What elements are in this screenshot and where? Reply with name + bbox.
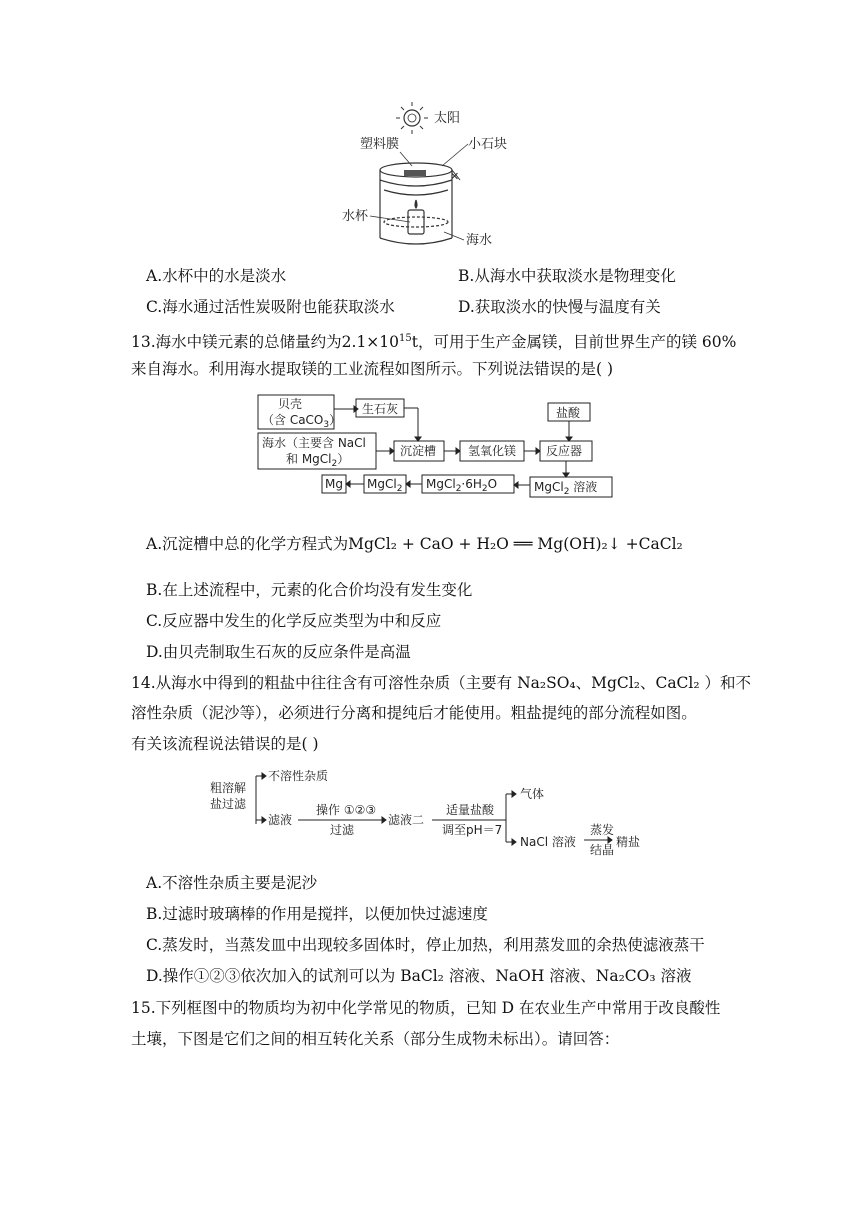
crude-salt-label-2: 盐过滤 (210, 797, 247, 811)
q12-option-a: A.水杯中的水是淡水 (146, 267, 287, 285)
salt-purification-flowchart (206, 764, 666, 860)
magnesium-flowchart (252, 393, 618, 503)
q13-option-a: A.沉淀槽中总的化学方程式为MgCl₂ + CaO + H₂O ══ Mg(OH)₂↓ +CaCl₂ (146, 535, 683, 553)
quicklime-label: 生石灰 (362, 402, 399, 416)
q12-option-d: D.获取淡水的快慢与温度有关 (458, 298, 661, 316)
seawater-label: 海水 (466, 233, 493, 248)
sun-label: 太阳 (434, 111, 461, 126)
q14-stem-line3: 有关该流程说法错误的是( ) (131, 735, 319, 753)
insoluble-label: 不溶性杂质 (268, 769, 329, 783)
q15-stem-line1: 15.下列框图中的物质均为初中化学常见的物质，已知 D 在农业生产中常用于改良酸性 (131, 999, 721, 1017)
q14-stem-line1: 14.从海水中得到的粗盐中往往含有可溶性杂质（主要有 Na₂SO₄、MgCl₂、CaCl₂ ）和不 (131, 674, 752, 692)
ph-label: 调至pH＝7 (442, 823, 503, 837)
q13-option-b: B.在上述流程中，元素的化合价均没有发生变化 (146, 581, 473, 599)
q13-stem-line2: 来自海水。利用海水提取镁的工业流程如图所示。下列说法错误的是( ) (131, 360, 614, 378)
q14-stem-line2: 溶性杂质（泥沙等），必须进行分离和提纯后才能使用。粗盐提纯的部分流程如图。 (131, 704, 697, 722)
solar-still-figure (330, 96, 510, 256)
solution-label: MgCl$_2$ 溶液 (534, 480, 598, 497)
q12-option-b: B.从海水中获取淡水是物理变化 (458, 267, 676, 285)
seawater-mgcl2-label: 和 MgCl$_2$） (286, 452, 350, 469)
shell-label: 贝壳 (278, 397, 303, 411)
mg-label: Mg (325, 477, 343, 491)
q13-option-c: C.反应器中发生的化学反应类型为中和反应 (146, 612, 442, 630)
nacl-solution-label: NaCl 溶液 (520, 835, 576, 849)
q14-option-c: C.蒸发时，当蒸发皿中出现较多固体时，停止加热，利用蒸发皿的余热使滤液蒸干 (146, 936, 705, 954)
gas-label: 气体 (520, 787, 545, 801)
q14-option-b: B.过滤时玻璃棒的作用是搅拌，以便加快过滤速度 (146, 905, 488, 923)
evaporate-label: 蒸发 (590, 823, 615, 837)
hcl-amount-label: 适量盐酸 (446, 803, 495, 817)
tank-label: 沉淀槽 (400, 444, 437, 458)
stone-label: 小石块 (468, 137, 508, 152)
operation-label: 操作 ①②③ (316, 803, 377, 817)
q14-option-a: A.不溶性杂质主要是泥沙 (146, 874, 318, 892)
q12-option-c: C.海水通过活性炭吸附也能获取淡水 (146, 298, 395, 316)
filtrate-label: 滤液 (268, 813, 293, 827)
shell-caco3-label: （含 CaCO$_3$） (262, 413, 342, 430)
film-label: 塑料膜 (360, 137, 400, 152)
hcl-label: 盐酸 (556, 406, 581, 420)
q14-option-d: D.操作①②③依次加入的试剂可以为 BaCl₂ 溶液、NaOH 溶液、Na₂CO₃ 溶液 (146, 967, 692, 985)
sun-icon (396, 102, 428, 134)
reactor-label: 反应器 (546, 444, 583, 458)
filtrate2-label: 滤液二 (388, 813, 425, 827)
q13-stem-line1: 13.海水中镁元素的总储量约为$2.1\times 10^{15}t$，可用于生产金属镁，目前世界生产的镁 60% (131, 333, 737, 352)
crystallize-label: 结晶 (590, 843, 615, 857)
mgcl2-label: MgCl$_2$ (367, 477, 403, 494)
cup-label: 水杯 (342, 209, 369, 224)
fine-salt-label: 精盐 (616, 835, 641, 849)
seawater-box-label: 海水（主要含 NaCl (262, 436, 366, 450)
q15-stem-line2: 土壤，下图是它们之间的相互转化关系（部分生成物未标出）。请回答： (131, 1030, 620, 1048)
filter-label: 过滤 (330, 823, 355, 837)
svg-text:✕: ✕ (450, 170, 460, 183)
container-drawing (380, 163, 460, 244)
hydrate-label: $MgCl_2\cdot 6H_2O$ (426, 477, 498, 494)
crude-salt-label-1: 粗溶解 (210, 781, 247, 795)
q13-option-d: D.由贝壳制取生石灰的反应条件是高温 (146, 643, 411, 661)
mgoh-label: 氢氧化镁 (468, 444, 517, 458)
